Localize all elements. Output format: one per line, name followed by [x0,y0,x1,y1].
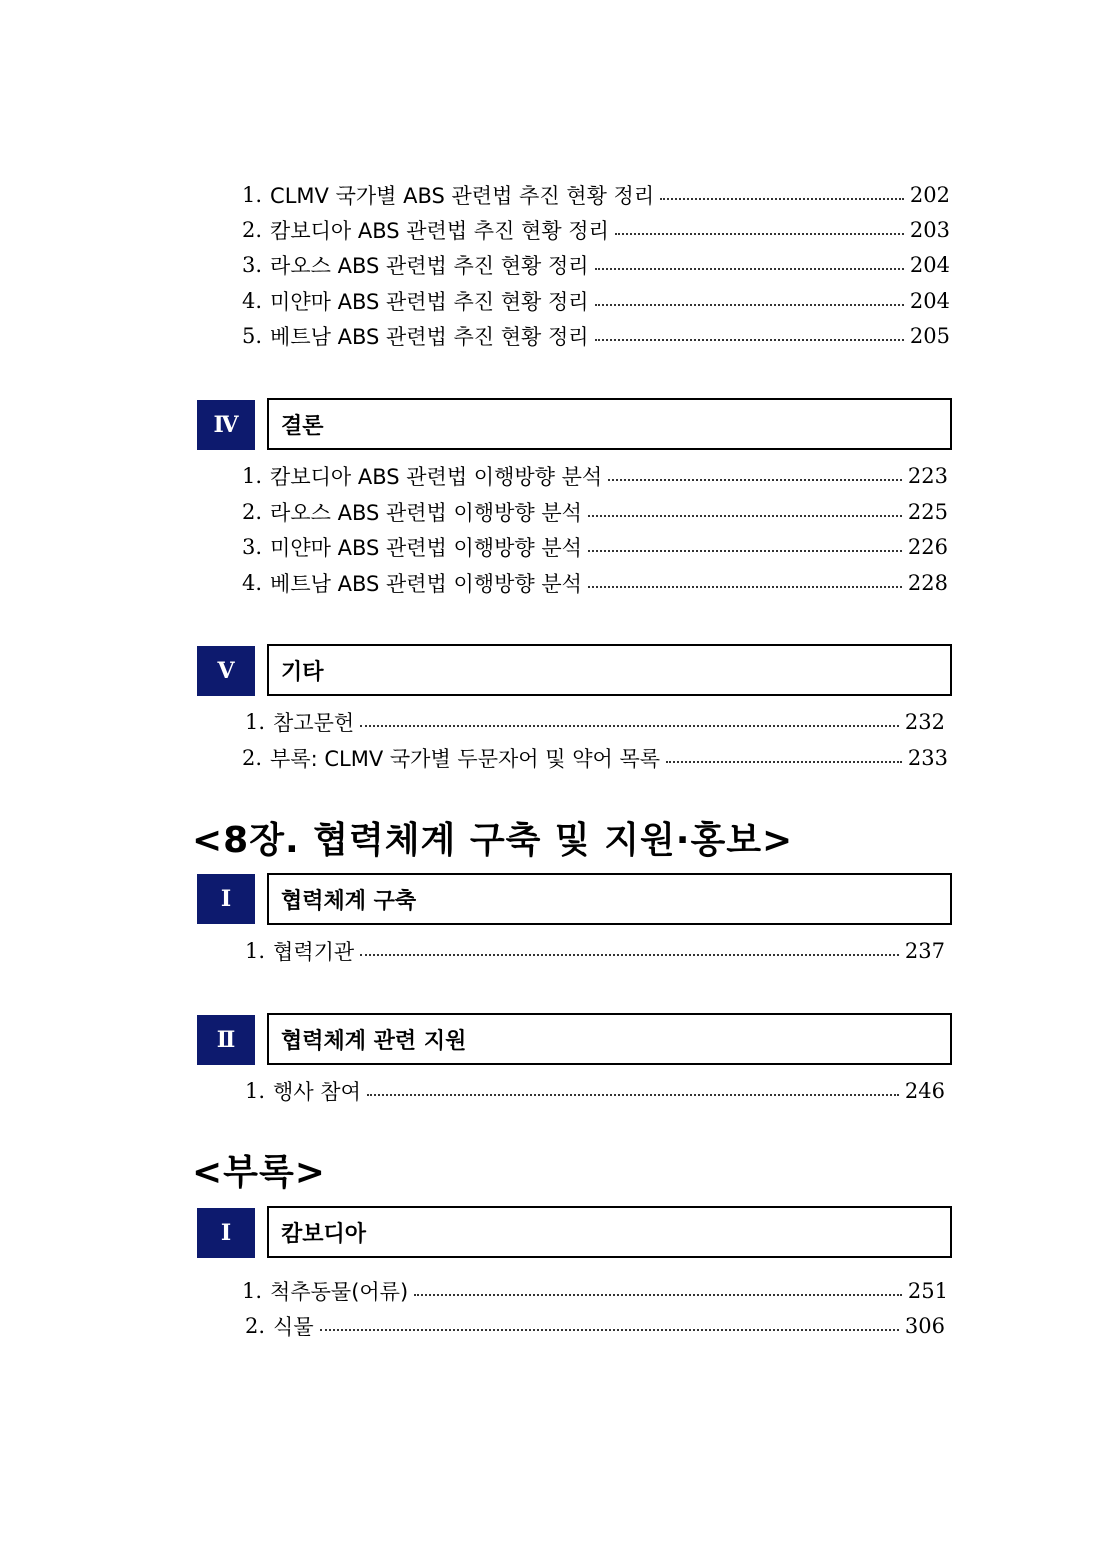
toc-entry[interactable] [245,1308,945,1344]
entry-title: 캄보디아 ABS 관련법 이행방향 분석 [270,465,603,489]
toc-entry[interactable] [245,704,945,740]
entry-number: 2. [242,746,263,770]
entry-page: 246 [904,1079,945,1103]
dot-leader [608,473,902,481]
entry-number: 3. [242,535,263,559]
entry-title: 미얀마 ABS 관련법 이행방향 분석 [270,536,582,560]
toc-entry[interactable] [242,458,948,494]
section-heading[interactable]: 기타 [267,644,952,696]
entry-title: CLMV 국가별 ABS 관련법 추진 현황 정리 [270,184,655,208]
entry-title: 라오스 ABS 관련법 추진 현황 정리 [270,254,589,278]
toc-entry[interactable] [242,177,950,213]
entry-title: 베트남 ABS 관련법 추진 현황 정리 [270,325,589,349]
toc-entry[interactable] [245,1073,945,1109]
toc-entry[interactable] [242,565,948,601]
toc-entry[interactable] [242,247,950,283]
dot-leader [360,719,899,727]
dot-leader [595,262,904,270]
dot-leader [588,509,902,517]
dot-leader [595,298,904,306]
toc-entry[interactable] [242,212,950,248]
entry-number: 1. [242,1279,263,1303]
dot-leader [660,192,904,200]
toc-entry[interactable] [242,1273,948,1309]
entry-title: 행사 참여 [273,1080,361,1104]
entry-title: 미얀마 ABS 관련법 추진 현황 정리 [270,290,589,314]
section-heading[interactable]: 협력체계 관련 지원 [267,1013,952,1065]
entry-title: 협력기관 [273,940,355,964]
entry-page: 232 [904,710,945,734]
entry-number: 1. [245,939,266,963]
entry-number: 2. [242,500,263,524]
entry-number: 5. [242,324,263,348]
dot-leader [320,1323,899,1331]
section-number-badge: Ⅴ [197,646,255,696]
entry-title: 베트남 ABS 관련법 이행방향 분석 [270,572,582,596]
entry-number: 4. [242,571,263,595]
toc-entry[interactable] [242,740,948,776]
dot-leader [414,1288,902,1296]
section-heading[interactable]: 결론 [267,398,952,450]
entry-title: 부록: CLMV 국가별 두문자어 및 약어 목록 [270,747,661,771]
entry-page: 226 [907,535,948,559]
section-heading[interactable]: 협력체계 구축 [267,873,952,925]
entry-page: 233 [907,746,948,770]
entry-page: 237 [904,939,945,963]
dot-leader [595,333,904,341]
entry-page: 225 [907,500,948,524]
entry-page: 203 [909,218,950,242]
entry-title: 식물 [273,1315,314,1339]
section-heading[interactable]: 캄보디아 [267,1206,952,1258]
entry-page: 202 [909,183,950,207]
toc-entry[interactable] [242,283,950,319]
dot-leader [360,948,899,956]
entry-number: 3. [242,253,263,277]
entry-title: 척추동물(어류) [270,1280,409,1304]
entry-page: 204 [909,253,950,277]
entry-number: 1. [242,464,263,488]
entry-title: 캄보디아 ABS 관련법 추진 현황 정리 [270,219,609,243]
section-number-badge: Ⅱ [197,1015,255,1065]
entry-page: 306 [904,1314,945,1338]
entry-page: 204 [909,289,950,313]
entry-title: 참고문헌 [273,711,355,735]
toc-entry[interactable] [242,529,948,565]
dot-leader [588,544,902,552]
dot-leader [666,755,902,763]
section-number-badge: Ⅳ [197,400,255,450]
entry-title: 라오스 ABS 관련법 이행방향 분석 [270,501,582,525]
entry-number: 2. [242,218,263,242]
toc-entry[interactable] [245,933,945,969]
chapter-heading: <8장. 협력체계 구축 및 지원·홍보> [192,820,794,861]
entry-number: 1. [245,710,266,734]
entry-number: 1. [245,1079,266,1103]
section-number-badge: Ⅰ [197,874,255,924]
toc-entry[interactable] [242,318,950,354]
section-number-badge: Ⅰ [197,1208,255,1258]
appendix-heading: <부록> [192,1152,326,1193]
dot-leader [367,1088,899,1096]
entry-page: 223 [907,464,948,488]
entry-page: 251 [907,1279,948,1303]
entry-number: 2. [245,1314,266,1338]
entry-page: 228 [907,571,948,595]
entry-number: 1. [242,183,263,207]
entry-number: 4. [242,289,263,313]
entry-page: 205 [909,324,950,348]
dot-leader [588,580,902,588]
toc-entry[interactable] [242,494,948,530]
dot-leader [615,227,904,235]
